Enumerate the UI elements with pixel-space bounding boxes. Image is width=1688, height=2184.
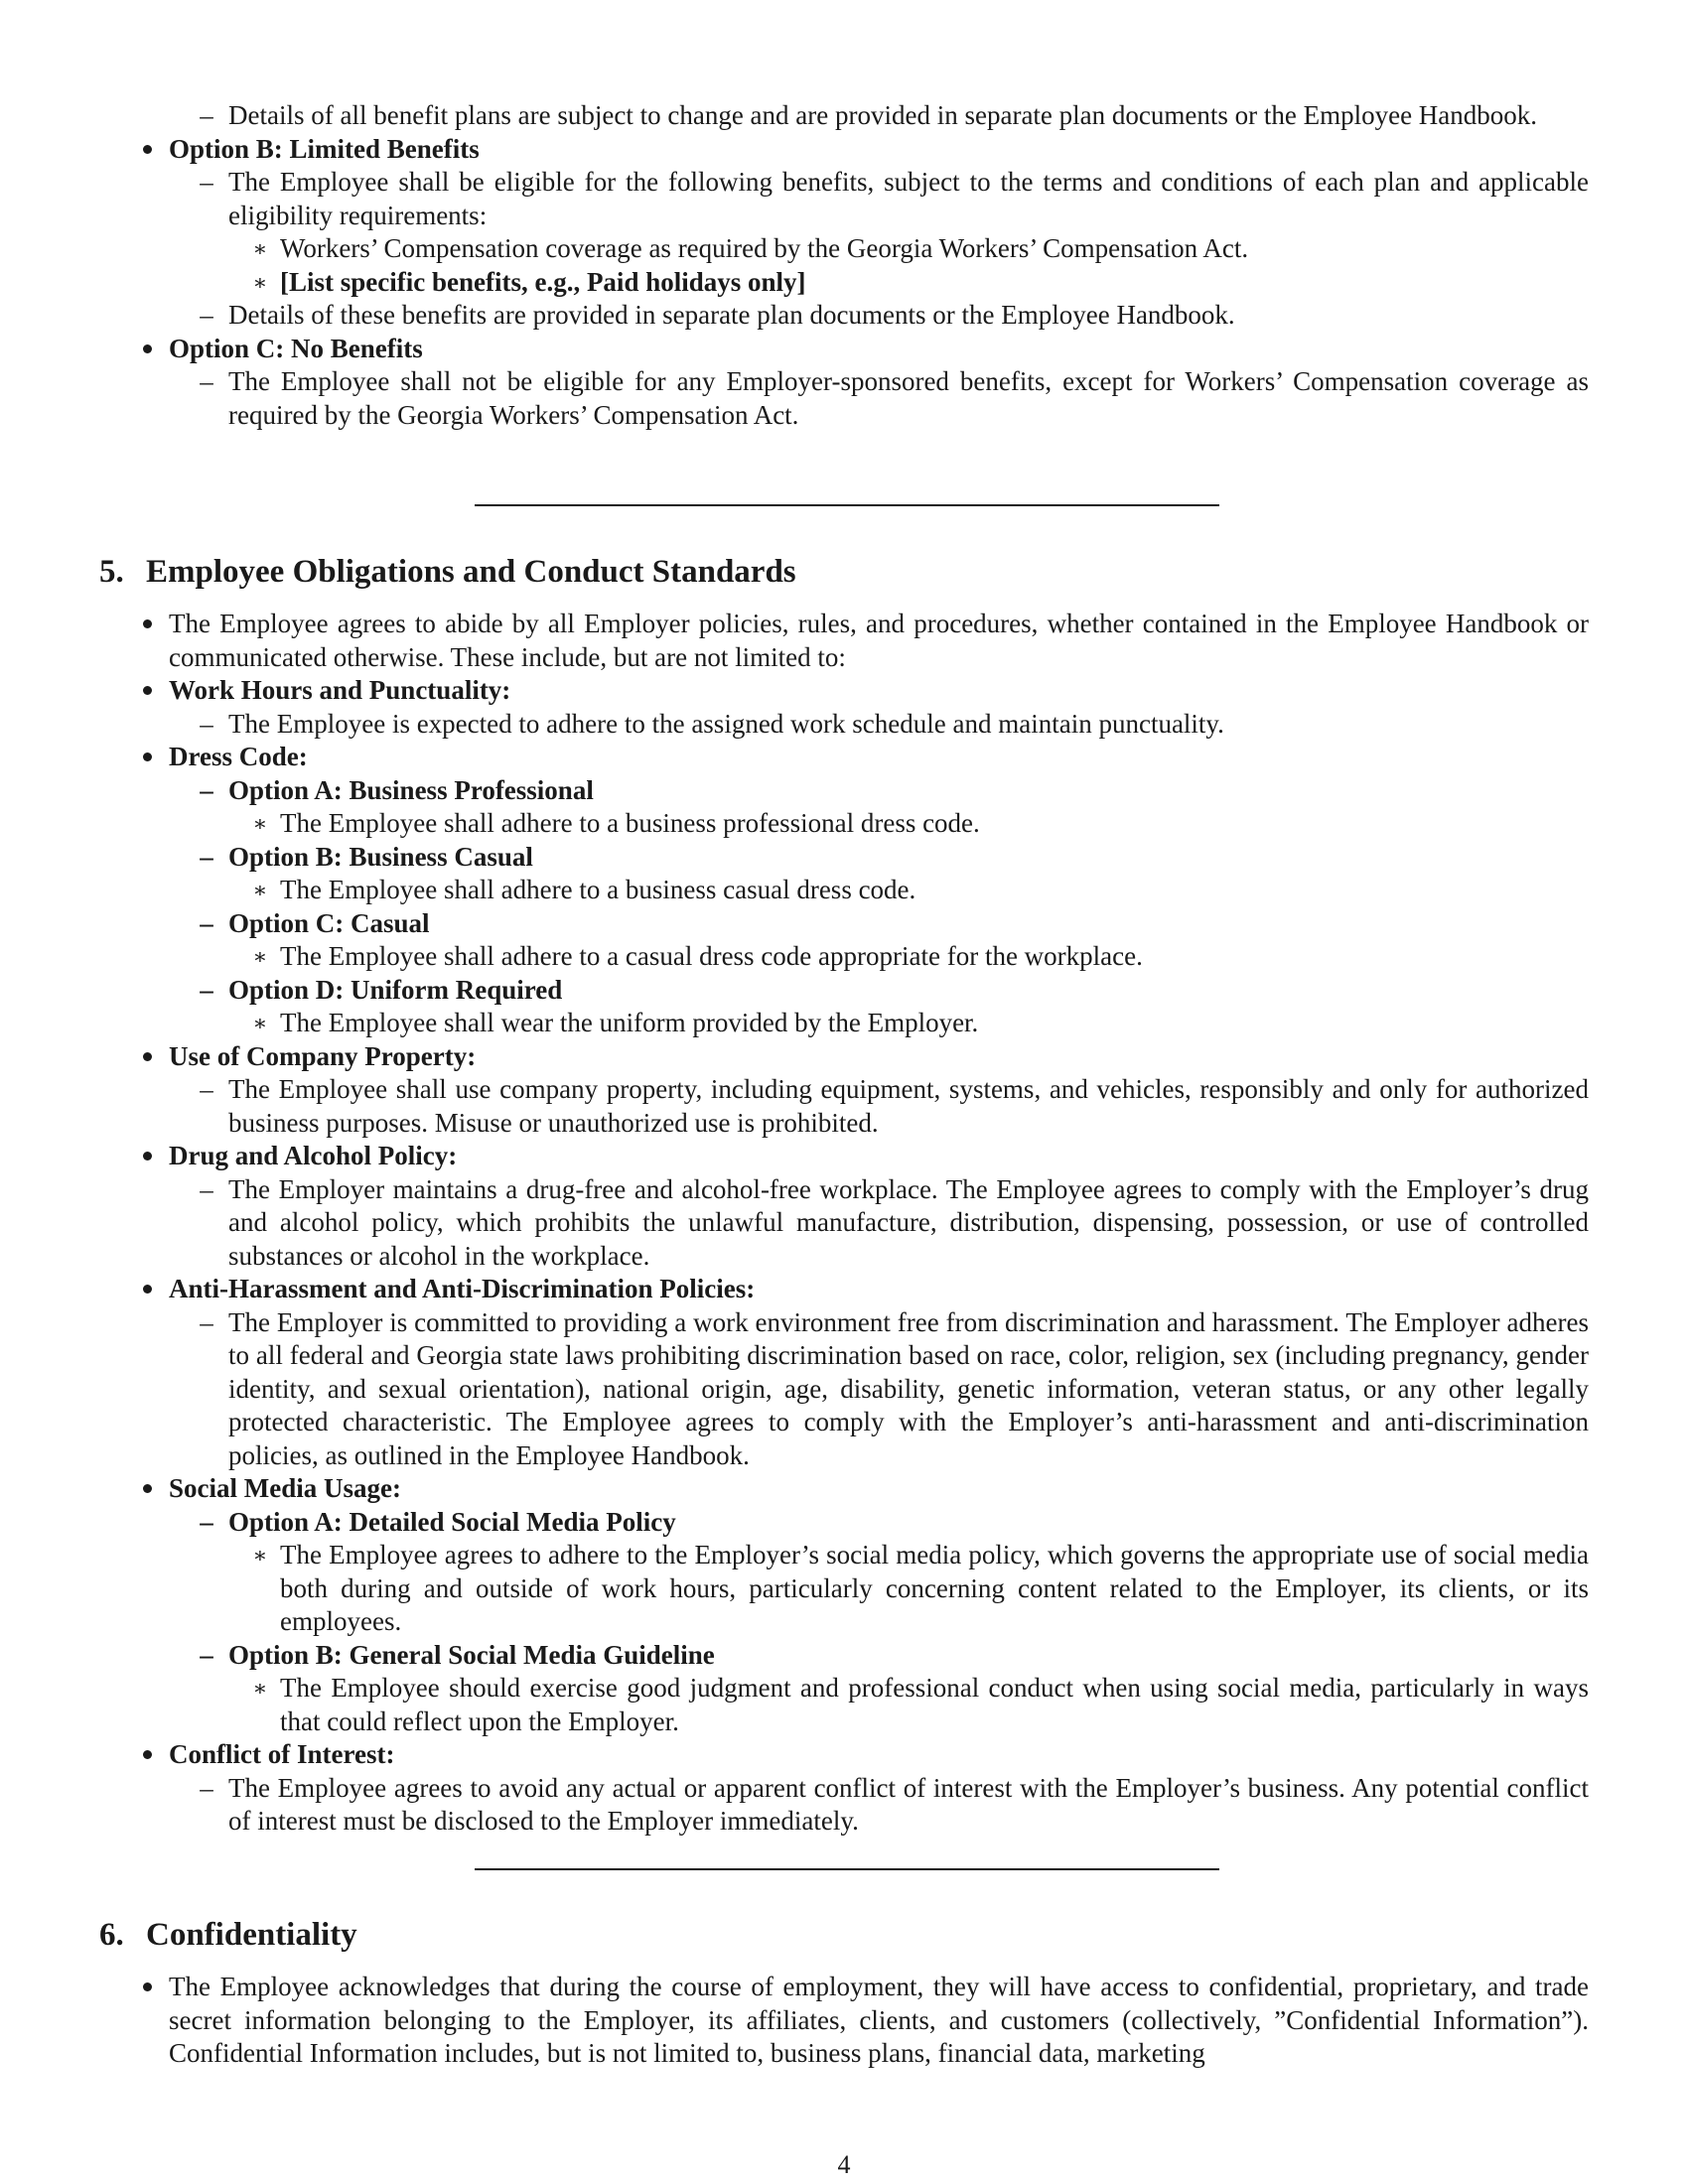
section-title: Employee Obligations and Conduct Standards	[146, 554, 796, 590]
list-item: – The Employee is expected to adhere to the assigned work schedule and maintain punctuality.	[99, 708, 1589, 742]
list-item: Conflict of Interest:	[99, 1738, 1589, 1772]
section-title: Confidentiality	[146, 1917, 357, 1953]
list-item: ∗ The Employee should exercise good judgment and professional conduct when using social media, particularly in ways that could reflect upon the Employer.	[99, 1672, 1589, 1738]
list-item: Work Hours and Punctuality:	[99, 674, 1589, 708]
list-item	[99, 133, 1589, 167]
option-title: Option B: Limited Benefits	[169, 133, 480, 164]
bullet-marker	[137, 1273, 157, 1306]
asterisk-marker: ∗	[252, 1543, 268, 1568]
dash-marker: –	[200, 167, 213, 197]
section-divider	[475, 504, 1219, 506]
list-item: ∗ The Employee shall adhere to a casual dress code appropriate for the workplace.	[99, 940, 1589, 974]
list-item: – The Employer is committed to providing a work environment free from discrimination and harassment. The Employer adheres to all federal and Georgia state laws prohibiting discrimination based on race, color, religion, sex (including pregnancy, gender identity, and sexual orientation), national origin, age, disability, genetic information, veteran status, or any other legally protected characteristic. The Employee agrees to comply with the Employer’s anti-harassment and anti-discrimination policies, as outlined in the Employee Handbook.	[99, 1306, 1589, 1473]
asterisk-marker: ∗	[252, 944, 268, 969]
dash-marker: –	[200, 974, 213, 1005]
list-item: Anti-Harassment and Anti-Discrimination Policies:	[99, 1273, 1589, 1306]
dash-marker: –	[200, 708, 213, 739]
list-item: – The Employee shall be eligible for the following benefits, subject to the terms and conditions of each plan and applicable eligibility requirements:	[99, 166, 1589, 232]
list-item: – Option B: General Social Media Guideline	[99, 1639, 1589, 1673]
dash-marker: –	[200, 841, 213, 872]
dash-marker: –	[200, 1074, 213, 1104]
bullet-marker	[137, 1738, 157, 1772]
section-number: 6.	[99, 1917, 124, 1953]
benefits-continuation	[99, 99, 1589, 432]
asterisk-marker: ∗	[252, 811, 268, 836]
bullet-marker	[137, 1971, 157, 2004]
dash-marker: –	[200, 366, 213, 396]
list-item: – The Employee agrees to avoid any actual or apparent conflict of interest with the Employer’s business. Any potential conflict of interest must be disclosed to the Employer immediately.	[99, 1772, 1589, 1839]
bullet-marker	[137, 333, 157, 366]
dash-marker: –	[200, 1173, 213, 1204]
list-item: – The Employee shall use company property, including equipment, systems, and vehicles, responsibly and only for authorized business purposes. Misuse or unauthorized use is prohibited.	[99, 1073, 1589, 1140]
bullet-marker	[137, 133, 157, 167]
dash-marker: –	[200, 1639, 213, 1670]
dash-marker: –	[200, 300, 213, 330]
bullet-marker	[137, 741, 157, 774]
list-item: – Option B: Business Casual	[99, 841, 1589, 875]
section-6-body	[99, 1971, 1589, 2071]
list-item: Drug and Alcohol Policy:	[99, 1140, 1589, 1173]
dash-marker: –	[200, 100, 213, 130]
list-item: ∗ The Employee shall wear the uniform provided by the Employer.	[99, 1007, 1589, 1040]
list-item: The Employee acknowledges that during the course of employment, they will have access to confidential, proprietary, and trade secret information belonging to the Employer, its affiliates, clients, and customers (collectively, ”Confidential Information”). Confidential Information includes, but is not limited to, business plans, financial data, marketing	[99, 1971, 1589, 2071]
bullet-marker	[137, 608, 157, 641]
list-item: Dress Code:	[99, 741, 1589, 774]
list-item: – Option D: Uniform Required	[99, 974, 1589, 1008]
dash-marker: –	[200, 774, 213, 805]
asterisk-marker: ∗	[252, 269, 268, 295]
bullet-marker	[137, 1472, 157, 1506]
list-item: – Details of these benefits are provided in separate plan documents or the Employee Handbook.	[99, 299, 1589, 333]
page-number: 4	[837, 2150, 851, 2179]
list-item: – Option C: Casual	[99, 907, 1589, 941]
list-item: – Option A: Detailed Social Media Policy	[99, 1506, 1589, 1540]
list-item: ∗ The Employee shall adhere to a business professional dress code.	[99, 807, 1589, 841]
list-item: – Details of all benefit plans are subject to change and are provided in separate plan documents or the Employee Handbook.	[99, 99, 1589, 133]
section-heading	[99, 552, 796, 592]
bullet-marker	[137, 1040, 157, 1074]
list-item: Use of Company Property:	[99, 1040, 1589, 1074]
asterisk-marker: ∗	[252, 1011, 268, 1035]
dash-marker: –	[200, 1306, 213, 1337]
list-item: Social Media Usage:	[99, 1472, 1589, 1506]
list-item: ∗ The Employee agrees to adhere to the Employer’s social media policy, which governs the appropriate use of social media both during and outside of work hours, particularly concerning content related to the Employer, its clients, or its employees.	[99, 1539, 1589, 1639]
list-item	[99, 333, 1589, 366]
list-item: ∗ [List specific benefits, e.g., Paid holidays only]	[99, 266, 1589, 300]
dash-marker: –	[200, 1772, 213, 1803]
list-item: – The Employee shall not be eligible for any Employer-sponsored benefits, except for Workers’ Compensation coverage as required by the Georgia Workers’ Compensation Act.	[99, 365, 1589, 432]
list-item: ∗ The Employee shall adhere to a business casual dress code.	[99, 874, 1589, 907]
section-heading	[99, 1915, 357, 1955]
list-item: ∗ Workers’ Compensation coverage as required by the Georgia Workers’ Compensation Act.	[99, 232, 1589, 266]
option-title: Option C: No Benefits	[169, 333, 423, 363]
asterisk-marker: ∗	[252, 236, 268, 261]
bullet-marker	[137, 1140, 157, 1173]
section-number: 5.	[99, 554, 124, 590]
bullet-marker	[137, 674, 157, 708]
asterisk-marker: ∗	[252, 1676, 268, 1701]
asterisk-marker: ∗	[252, 878, 268, 902]
section-5-body	[99, 608, 1589, 1839]
list-item: The Employee agrees to abide by all Employer policies, rules, and procedures, whether contained in the Employee Handbook or communicated otherwise. These include, but are not limited to:	[99, 608, 1589, 674]
dash-marker: –	[200, 1506, 213, 1537]
section-divider	[475, 1868, 1219, 1870]
list-item: – Option A: Business Professional	[99, 774, 1589, 808]
dash-marker: –	[200, 907, 213, 938]
list-item: – The Employer maintains a drug-free and alcohol-free workplace. The Employee agrees to comply with the Employer’s drug and alcohol policy, which prohibits the unlawful manufacture, distribution, dispensing, possession, or use of controlled substances or alcohol in the workplace.	[99, 1173, 1589, 1274]
